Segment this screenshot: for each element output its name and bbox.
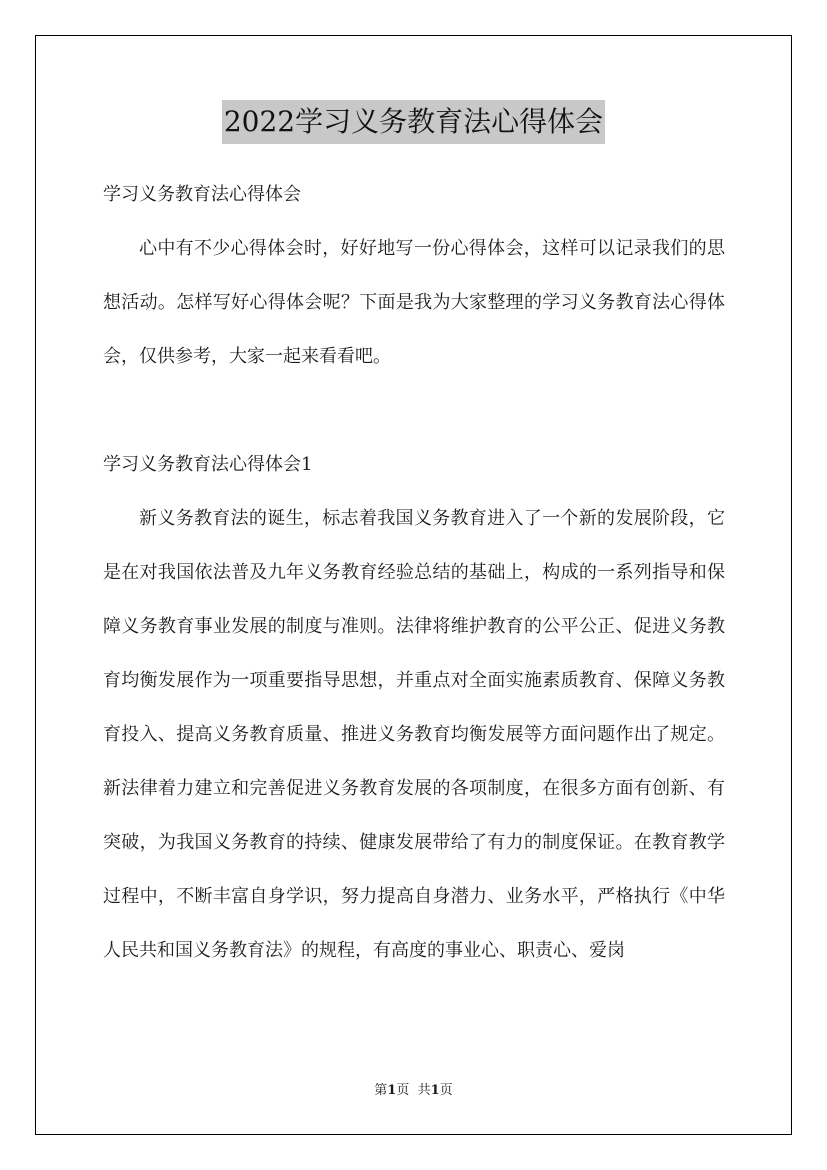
document-body	[103, 168, 725, 978]
intro-paragraph: 心中有不少心得体会时，好好地写一份心得体会，这样可以记录我们的思想活动。怎样写好心得体会呢？下面是我为大家整理的学习义务教育法心得体会，仅供参考，大家一起来看看吧。	[103, 238, 725, 367]
page-number: 1	[387, 1083, 397, 1098]
main-heading: 学习义务教育法心得体会	[103, 184, 301, 205]
section-1-paragraph: 新义务教育法的诞生，标志着我国义务教育进入了一个新的发展阶段，它是在对我国依法普及九年义务教育经验总结的基础上，构成的一系列指导和保障义务教育事业发展的制度与准则。法律将维护教育的公平公正、促进义务教育均衡发展作为一项重要指导思想，并重点对全面实施素质教育、保障义务教育投入、提高义务教育质量、推进义务教育均衡发展等方面问题作出了规定。新法律着力建立和完善促进义务教育发展的各项制度，在很多方面有创新、有突破，为我国义务教育的持续、健康发展带给了有力的制度保证。在教育教学过程中，不断丰富自身学识，努力提高自身潜力、业务水平，严格执行《中华人民共和国义务教育法》的规程，有高度的事业心、职责心、爱岗	[103, 508, 725, 961]
title-container	[0, 100, 827, 144]
total-prefix: 共	[417, 1083, 431, 1098]
paragraph-gap	[103, 384, 725, 438]
document-title: 2022学习义务教育法心得体会	[222, 100, 605, 144]
page-suffix: 页	[396, 1083, 410, 1098]
section-1-heading: 学习义务教育法心得体会1	[103, 454, 313, 475]
page-prefix: 第	[374, 1083, 388, 1098]
total-pages: 1	[430, 1083, 440, 1098]
total-suffix: 页	[439, 1083, 453, 1098]
page-footer	[0, 1081, 827, 1101]
